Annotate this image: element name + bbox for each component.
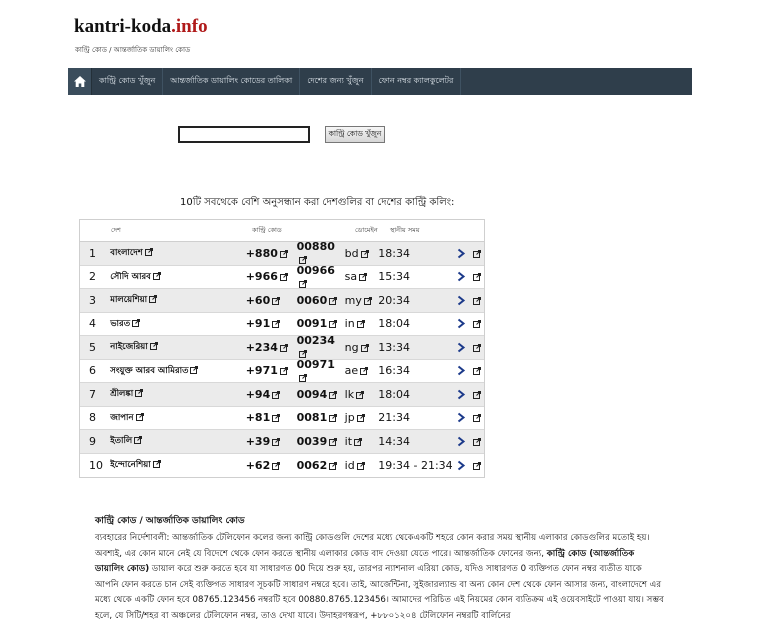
external-link-icon — [471, 411, 481, 424]
external-link-icon — [270, 459, 280, 472]
external-link-icon — [134, 413, 144, 423]
local-time: 13:34 — [378, 340, 410, 354]
row-details-link[interactable] — [457, 272, 470, 281]
row-details-link[interactable] — [457, 249, 470, 258]
country-link[interactable] — [108, 411, 245, 425]
nav-item-dialing-list[interactable]: আন্তর্জাতিক ডায়ালিং কোডের তালিকা — [163, 68, 300, 95]
search-button[interactable]: কান্ট্রি কোড খুঁজুন — [325, 126, 385, 143]
external-link-icon — [359, 341, 369, 354]
row-external-link[interactable] — [471, 364, 484, 377]
external-link-icon — [362, 294, 372, 307]
country-code: +60 — [245, 293, 271, 307]
domain-link[interactable] — [345, 388, 379, 401]
country-code-link[interactable] — [246, 341, 297, 354]
external-link-icon — [143, 248, 153, 258]
country-code-link[interactable] — [246, 317, 297, 330]
home-icon — [74, 76, 86, 87]
table-row — [80, 263, 484, 290]
article-line-5: নিয়মের কোন ব্যতিক্রম এই ওয়েবসাইটে পাওয়া যায়। সম্ভব হলে, যে সিটি/শহর বা অঞ্চলের টেলিফোন নম্বর, তাও দেখা যাবে। উদাহরণস্বরূপ, +৮৮০১২০৪ টেলিফোন নম্বরটি বার্লিনের — [95, 595, 664, 621]
external-link-icon — [355, 459, 365, 472]
chevron-right-icon — [457, 296, 465, 305]
external-link-icon — [297, 277, 307, 290]
country-link[interactable] — [108, 270, 245, 284]
country-code: +966 — [245, 270, 278, 284]
local-time: 14:34 — [378, 434, 410, 448]
main-navbar — [68, 68, 692, 95]
table-row — [80, 407, 484, 431]
row-external-link[interactable] — [471, 294, 484, 307]
row-external-link[interactable] — [471, 317, 484, 330]
country-name: সংযুক্ত আরব আমিরাত — [110, 365, 189, 376]
domain: in — [344, 317, 355, 331]
country-name: মালয়েশিয়া — [110, 295, 148, 306]
table-row — [80, 242, 484, 266]
chevron-right-icon — [457, 319, 465, 328]
local-time: 19:34 - 21:34 — [378, 458, 453, 472]
country-code: +94 — [245, 387, 271, 401]
row-index: 7 — [89, 387, 96, 401]
country-code-link[interactable] — [246, 459, 297, 472]
country-code-link[interactable] — [246, 270, 297, 283]
domain: ng — [344, 340, 359, 354]
table-row — [80, 313, 484, 337]
external-link-icon — [357, 270, 367, 283]
external-link-icon — [130, 319, 140, 329]
header-time: স্থানীয় সময় — [390, 226, 420, 234]
local-time: 18:04 — [378, 387, 410, 401]
external-link-icon — [278, 247, 288, 260]
domain-link[interactable] — [345, 270, 379, 283]
row-external-link[interactable] — [471, 341, 484, 354]
external-link-icon — [297, 371, 307, 384]
country-code: +39 — [245, 434, 271, 448]
domain-link[interactable] — [345, 411, 379, 424]
article-line-2: বিদেশে থেকে ফোন করতে স্থানীয় এলাকার কোড বাদ দেওয়া যেতে পারে। আন্তর্জাতিক ফোনের জন্য, — [204, 548, 545, 559]
row-index: 2 — [89, 270, 96, 284]
domain: jp — [344, 411, 355, 425]
country-link[interactable] — [108, 246, 245, 260]
country-name: সৌদি আরব — [110, 271, 151, 282]
external-link-icon — [471, 435, 481, 448]
row-details-link[interactable] — [457, 437, 470, 446]
external-link-icon — [354, 388, 364, 401]
article-line-4: সুইজারল্যান্ড বা অন্য কোন দেশ থেকে ফোন আসার জন্য, বাংলাদেশে এর মধ্যে থেকে একটি ফোন হবে 08765.123456 নম্বরটি হবে 00880.8765.123456। আমাদের পরিচিত এই — [95, 579, 662, 605]
dial-code: 00880 — [296, 240, 335, 254]
external-link-icon — [270, 317, 280, 330]
external-link-icon — [355, 411, 365, 424]
dial-code-link[interactable] — [297, 294, 345, 307]
site-logo[interactable] — [74, 16, 208, 38]
domain: id — [344, 458, 355, 472]
domain: sa — [344, 270, 358, 284]
external-link-icon — [327, 317, 337, 330]
domain-link[interactable] — [345, 317, 379, 330]
domain: my — [344, 293, 362, 307]
row-details-link[interactable] — [457, 319, 470, 328]
table-row — [80, 357, 484, 384]
country-code-link[interactable] — [246, 411, 297, 424]
table-row — [80, 383, 484, 407]
external-link-icon — [359, 247, 369, 260]
row-index: 9 — [89, 434, 96, 448]
external-link-icon — [151, 272, 161, 282]
domain: bd — [344, 246, 359, 260]
domain-link[interactable] — [345, 364, 379, 377]
article-line-2-bold: কান্ট্রি কোড (আন্তর্জাতিক ডায়ালিং কোড) — [95, 548, 635, 574]
country-name: ইতালি — [110, 436, 133, 447]
country-name: জাপান — [110, 412, 134, 423]
country-link[interactable] — [108, 340, 245, 354]
external-link-icon — [270, 411, 280, 424]
row-details-link[interactable] — [457, 461, 470, 470]
chevron-right-icon — [457, 343, 465, 352]
country-code: +62 — [245, 458, 271, 472]
dial-code: 00971 — [296, 357, 335, 371]
country-code-link[interactable] — [246, 435, 297, 448]
row-index: 3 — [89, 293, 96, 307]
country-code-link[interactable] — [246, 364, 297, 377]
external-link-icon — [270, 435, 280, 448]
row-details-link[interactable] — [457, 366, 470, 375]
dial-code: 0060 — [296, 293, 328, 307]
domain-link[interactable] — [345, 459, 379, 472]
country-name: শ্রীলঙ্কা — [110, 389, 134, 400]
table-body — [80, 242, 484, 477]
external-link-icon — [278, 364, 288, 377]
dial-code-link[interactable] — [297, 264, 345, 290]
domain: lk — [344, 387, 355, 401]
country-code: +91 — [245, 317, 271, 331]
nav-home-button[interactable] — [68, 68, 92, 95]
nav-item-calculator[interactable]: ফোন নম্বর ক্যালকুলেটর — [372, 68, 462, 95]
dial-code-link[interactable] — [297, 459, 345, 472]
row-index: 5 — [89, 340, 96, 354]
dial-code-link[interactable] — [297, 411, 345, 424]
header-country: দেশ — [111, 226, 121, 234]
chevron-right-icon — [457, 461, 465, 470]
external-link-icon — [147, 295, 157, 305]
external-link-icon — [188, 366, 198, 376]
external-link-icon — [471, 294, 481, 307]
dial-code-link[interactable] — [297, 388, 345, 401]
table-row — [80, 454, 484, 478]
domain-link[interactable] — [345, 294, 379, 307]
country-code: +81 — [245, 411, 271, 425]
dial-code: 0039 — [296, 434, 328, 448]
header-domain: ডোমেইন — [355, 226, 378, 234]
country-code: +880 — [245, 246, 278, 260]
external-link-icon — [327, 411, 337, 424]
external-link-icon — [278, 270, 288, 283]
row-details-link[interactable] — [457, 413, 470, 422]
external-link-icon — [151, 460, 161, 470]
country-name: বাংলাদেশ — [110, 248, 143, 259]
nav-item-find-code[interactable]: কান্ট্রি কোড খুঁজুন — [92, 68, 163, 95]
table-row — [80, 289, 484, 313]
dial-code: 0094 — [296, 387, 328, 401]
local-time: 16:34 — [378, 364, 410, 378]
table-row — [80, 336, 484, 360]
external-link-icon — [471, 341, 481, 354]
article-line-1: ব্যবহারের নির্দেশাবলী: আন্তর্জাতিক টেলিফোন কলের জন্য কান্ট্রি কোডগুলি দেশের মধ্যে থেকেএকটি শহরে কোন করার সময় স্থানীয় এলাকার কোডগুলির মতোই হয়। অবশ্যই, এর কোন মানে নেই যে — [95, 533, 650, 559]
country-code: +971 — [245, 364, 278, 378]
external-link-icon — [471, 364, 481, 377]
country-code-link[interactable] — [246, 294, 297, 307]
dial-code: 00966 — [296, 263, 335, 277]
local-time: 18:34 — [378, 246, 410, 260]
external-link-icon — [355, 317, 365, 330]
external-link-icon — [327, 294, 337, 307]
chevron-right-icon — [457, 366, 465, 375]
local-time: 15:34 — [378, 270, 410, 284]
row-index: 10 — [89, 458, 103, 472]
chevron-right-icon — [457, 413, 465, 422]
row-external-link[interactable] — [471, 270, 484, 283]
article-body — [95, 531, 665, 624]
chevron-right-icon — [457, 249, 465, 258]
external-link-icon — [471, 388, 481, 401]
table-header-row — [80, 220, 484, 242]
table-heading: 10টি সবথেকে বেশি অনুসন্ধান করা দেশগুলির বা দেশের কান্ট্রি কলিং: — [180, 197, 455, 208]
country-link[interactable] — [108, 364, 245, 378]
country-link[interactable] — [108, 293, 245, 307]
external-link-icon — [352, 435, 362, 448]
row-details-link[interactable] — [457, 296, 470, 305]
nav-item-find-country[interactable]: দেশের জন্য খুঁজুন — [300, 68, 371, 95]
dial-code: 0081 — [296, 411, 328, 425]
row-index: 8 — [89, 411, 96, 425]
dial-code-link[interactable] — [297, 317, 345, 330]
external-link-icon — [471, 270, 481, 283]
row-external-link[interactable] — [471, 388, 484, 401]
country-code-link[interactable] — [246, 388, 297, 401]
country-name: ইন্দোনেশিয়া — [110, 460, 151, 471]
chevron-right-icon — [457, 437, 465, 446]
country-link[interactable] — [108, 434, 245, 448]
local-time: 20:34 — [378, 293, 410, 307]
country-link[interactable] — [108, 387, 245, 401]
dial-code: 0091 — [296, 317, 328, 331]
logo-tld-text: .info — [171, 16, 208, 37]
chevron-right-icon — [457, 272, 465, 281]
row-index: 1 — [89, 246, 96, 260]
external-link-icon — [358, 364, 368, 377]
site-tagline: কান্ট্রি কোড / আন্তর্জাতিক ডায়ালিং কোড — [75, 46, 191, 54]
chevron-right-icon — [457, 390, 465, 399]
country-name: নাইজেরিয়া — [110, 342, 148, 353]
dial-code-link[interactable] — [297, 334, 345, 360]
header-code: কান্ট্রি কোড — [252, 226, 282, 234]
external-link-icon — [471, 247, 481, 260]
dial-code: 0062 — [296, 458, 328, 472]
external-link-icon — [270, 294, 280, 307]
dial-code: 00234 — [296, 334, 335, 348]
country-link[interactable] — [108, 458, 245, 472]
country-name: ভারত — [110, 318, 131, 329]
country-table — [79, 219, 485, 478]
logo-main-text: kantri-koda — [74, 16, 172, 37]
domain: ae — [344, 364, 359, 378]
country-link[interactable] — [108, 317, 245, 331]
external-link-icon — [270, 388, 280, 401]
external-link-icon — [471, 317, 481, 330]
external-link-icon — [327, 388, 337, 401]
external-link-icon — [133, 389, 143, 399]
row-external-link[interactable] — [471, 459, 484, 472]
dial-code-link[interactable] — [297, 240, 345, 266]
article-line-3: হয়, তারপর ন্যাশনাল এরিয়া কোড, যদিও সাধারণত 0 ব্যক্তিগত ফোন নম্বর ব্যতীত যাকে আপনি ফোন করতে চান সেই ব্যক্তিগত সাধারণ সূচকটি সাধারণ নম্বরে হবে। তাই, আর্জেন্টিনা, — [95, 564, 642, 590]
row-index: 4 — [89, 317, 96, 331]
row-external-link[interactable] — [471, 435, 484, 448]
domain-link[interactable] — [345, 247, 379, 260]
row-external-link[interactable] — [471, 247, 484, 260]
row-external-link[interactable] — [471, 411, 484, 424]
external-link-icon — [471, 459, 481, 472]
external-link-icon — [327, 459, 337, 472]
article-line-2-end: ডায়াল করে শুরু করতে হবে যা সাধারণত 00 দিয়ে শুরু — [151, 564, 341, 574]
external-link-icon — [132, 436, 142, 446]
country-code-link[interactable] — [246, 247, 297, 260]
domain: it — [344, 434, 353, 448]
row-details-link[interactable] — [457, 390, 470, 399]
dial-code-link[interactable] — [297, 358, 345, 384]
domain-link[interactable] — [345, 435, 379, 448]
domain-link[interactable] — [345, 341, 379, 354]
external-link-icon — [327, 435, 337, 448]
external-link-icon — [148, 342, 158, 352]
row-details-link[interactable] — [457, 343, 470, 352]
article-title: কান্ট্রি কোড / আন্তর্জাতিক ডায়ালিং কোড — [95, 516, 245, 526]
row-index: 6 — [89, 364, 96, 378]
dial-code-link[interactable] — [297, 435, 345, 448]
table-row — [80, 430, 484, 454]
local-time: 21:34 — [378, 411, 410, 425]
country-code: +234 — [245, 340, 278, 354]
external-link-icon — [278, 341, 288, 354]
local-time: 18:04 — [378, 317, 410, 331]
search-input[interactable] — [178, 126, 310, 143]
